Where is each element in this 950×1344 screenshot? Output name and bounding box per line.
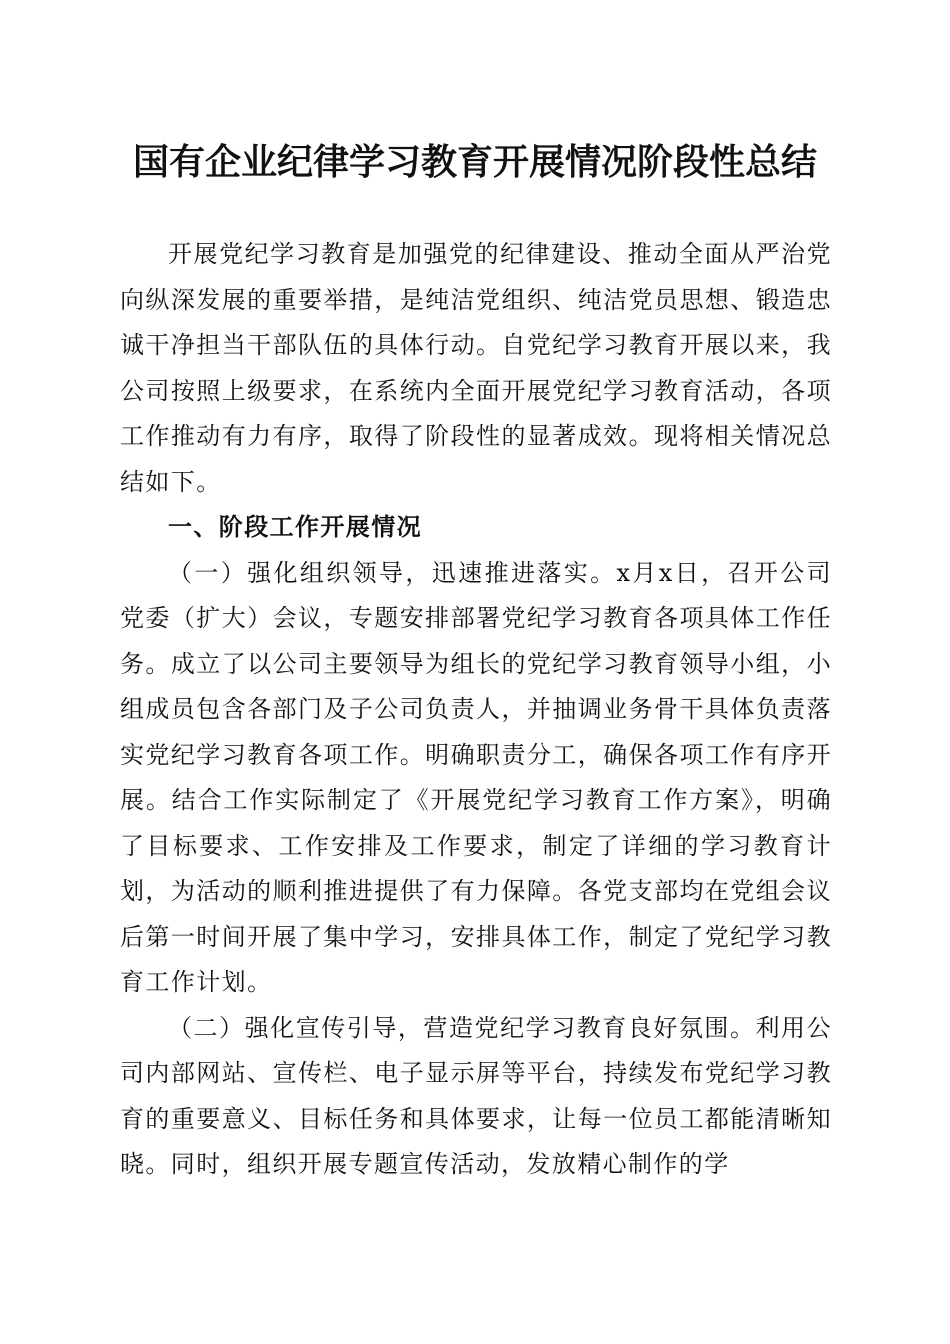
document-title: 国有企业纪律学习教育开展情况阶段性总结	[132, 141, 817, 183]
item-1-lead: （一）强化组织领导，迅速推进落实。	[168, 558, 617, 587]
intro-paragraph: 开展党纪学习教育是加强党的纪律建设、推动全面从严治党向纵深发展的重要举措，是纯洁党组织、纯洁党员思想、锻造忠诚干净担当干部队伍的具体行动。自党纪学习教育开展以来，我公司按照上级要求，在系统内全面开展党纪学习教育活动，各项工作推动有力有序，取得了阶段性的显著成效。现将相关情况总结如下。	[120, 240, 832, 496]
item-1-paragraph	[120, 551, 832, 1006]
document-body	[120, 232, 832, 1188]
item-2-body: 利用公司内部网站、宣传栏、电子显示屏等平台，持续发布党纪学习教育的重要意义、目标任务和具体要求，让每一位员工都能清晰知晓。同时，组织开展专题宣传活动，发放精心制作的学	[120, 1013, 833, 1178]
item-1-body: x月x日，召开公司党委（扩大）会议，专题安排部署党纪学习教育各项具体工作任务。成立了以公司主要领导为组长的党纪学习教育领导小组，小组成员包含各部门及子公司负责人，并抽调业务骨干具体负责落实党纪学习教育各项工作。明确职责分工，确保各项工作有序开展。结合工作实际制定了《开展党纪学习教育工作方案》，明确了目标要求、工作安排及工作要求，制定了详细的学习教育计划，为活动的顺利推进提供了有力保障。各党支部均在党组会议后第一时间开展了集中学习，安排具体工作，制定了党纪学习教育工作计划。	[120, 558, 832, 996]
item-2-paragraph	[120, 1006, 832, 1188]
item-2-lead: （二）强化宣传引导，营造党纪学习教育良好氛围。	[168, 1013, 756, 1042]
section-heading: 一、阶段工作开展情况	[168, 513, 422, 541]
